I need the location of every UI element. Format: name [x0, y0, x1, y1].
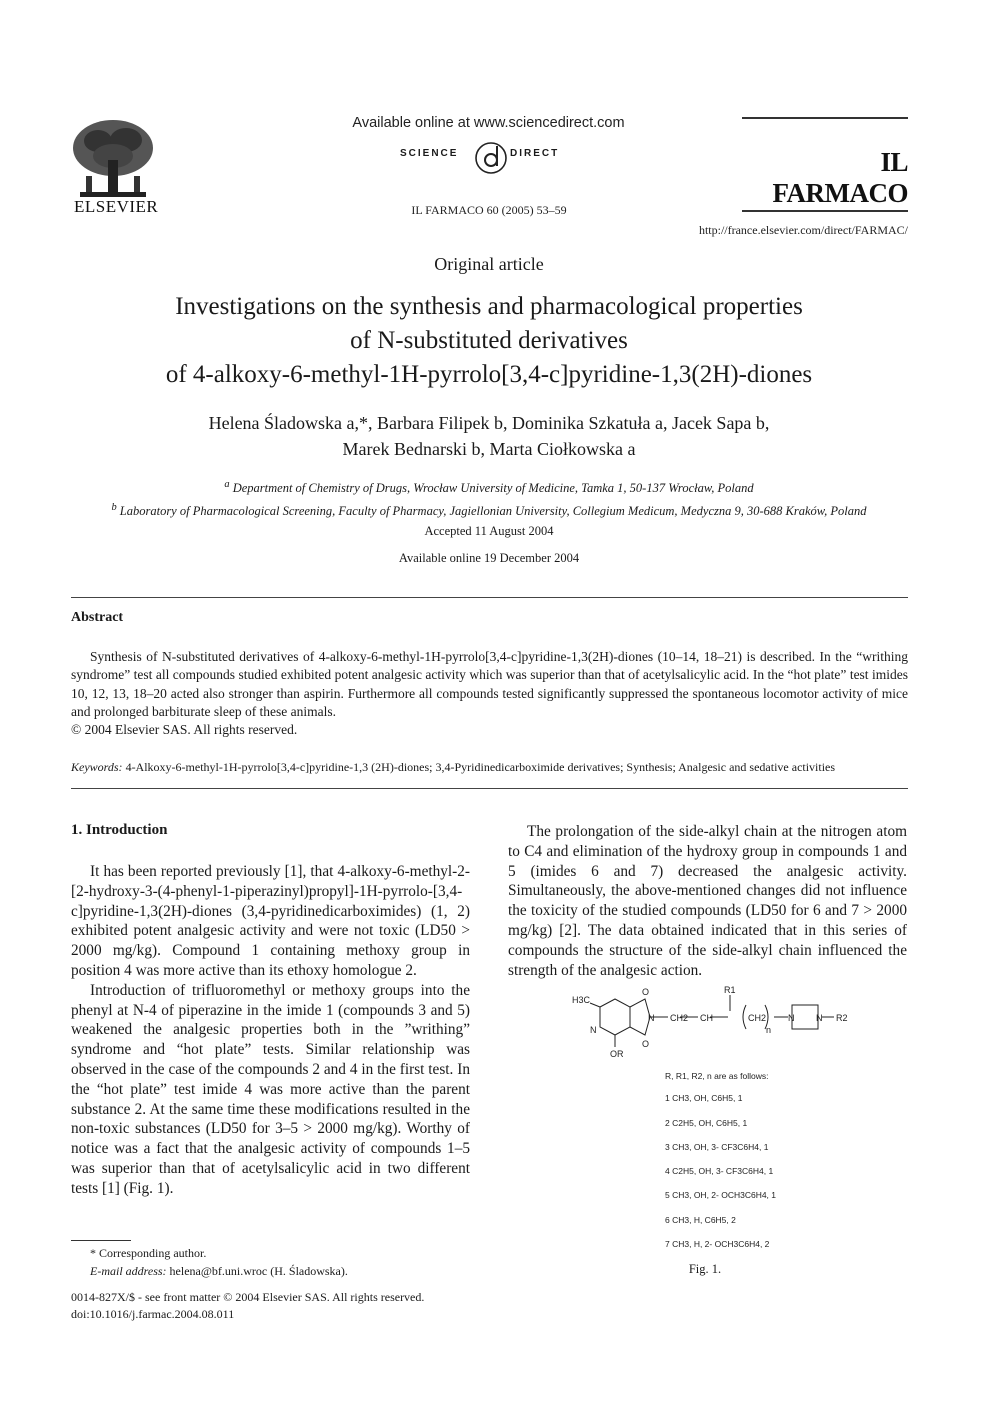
paragraph: It has been reported previously [1], that 4-alkoxy-6-methyl-2-[2-hydroxy-3-(4-phenyl-1-piperazinyl)propyl]-1H-pyrrolo-[3,4-c]pyridine-1,3(2H)-diones (3,4-pyridinedicarboximides) (1, 2) exhibited potent analgesic activity and were not toxic (LD50 > 2000 mg/kg). Compound 1 containing methoxy group in position 4 was more active than its ethoxy homologue 2. [71, 863, 470, 979]
legend-row: 6 CH3, H, C6H5, 2 [665, 1215, 736, 1225]
left-column [71, 862, 470, 1199]
legend-row: 5 CH3, OH, 2- OCH3C6H4, 1 [665, 1190, 777, 1200]
journal-title: IL FARMACO [772, 147, 908, 208]
copyright: © 2004 Elsevier SAS. All rights reserved. [71, 722, 298, 738]
svg-text:CH2: CH2 [748, 1013, 767, 1023]
svg-text:R2: R2 [836, 1013, 848, 1023]
title-line: of 4-alkoxy-6-methyl-1H-pyrrolo[3,4-c]pyridine-1,3(2H)-diones [165, 361, 813, 388]
author-line: Helena Śladowska a,*, Barbara Filipek b, Dominika Szkatuła a, Jacek Sapa b, [208, 413, 770, 433]
keywords-label: Keywords: [71, 760, 123, 774]
accepted-date: Accepted 11 August 2004 [424, 524, 554, 538]
svg-text:n: n [766, 1025, 772, 1035]
legend-row: 3 CH3, OH, 3- CF3C6H4, 1 [665, 1142, 769, 1152]
title-line: of N-substituted derivatives [350, 327, 628, 354]
abstract-body [71, 648, 908, 739]
svg-text:N: N [648, 1013, 655, 1023]
figure-caption: Fig. 1. [688, 1262, 722, 1276]
article-type: Original article [434, 254, 544, 274]
abstract-text: Synthesis of N-substituted derivatives of 4-alkoxy-6-methyl-1H-pyrrolo[3,4-c]pyridine-1,3(2H)-diones (10–14, 18–21) is described. In the “writhing syndrome” test all compounds studied exhibited potent analgesic activity which was superior than that of acetylsalicylic acid. In the “hot plate” test imides 10, 12, 13, 18–20 acted also stronger than aspirin. Furthermore all compounds tested significantly suppressed the spontaneous locomotor activity of mice and prolonged barbiturate sleep of these animals. [71, 649, 908, 719]
paragraph: Introduction of trifluoromethyl or methoxy groups into the phenyl at N-4 of piperazine in the imide 1 (compounds 3 and 5) weakened the analgesic properties both in the ”writhing” syndrome and “hot plate” tests. Similar relationship was observed in the case of the compounds 2 and 4 in the first test. In the “hot plate” test imide 4 was more active than the parent substance 2. At the same time these modifications resulted in the non-toxic substances (LD50 for 3–5 > 2000 mg/kg). Worthy of notice was a fact that the analgesic activity of compounds 1–5 was superior than that of acetylsalicylic acid in two different tests [1] (Fig. 1). [71, 981, 470, 1197]
svg-text:CH2: CH2 [670, 1013, 689, 1023]
availability-line[interactable]: Available online at www.sciencedirect.com [352, 115, 625, 131]
right-column [508, 822, 907, 980]
author-line: Marek Bednarski b, Marta Ciołkowska a [342, 439, 636, 459]
email-address[interactable]: helena@bf.uni.wroc (H. Śladowska). [169, 1264, 348, 1278]
doi-line[interactable]: doi:10.1016/j.farmac.2004.08.011 [71, 1307, 235, 1321]
svg-text:N: N [788, 1013, 795, 1023]
divider [742, 117, 908, 119]
dates [0, 518, 978, 572]
divider [742, 210, 908, 212]
svg-text:N: N [590, 1025, 597, 1035]
journal-reference: IL FARMACO 60 (2005) 53–59 [411, 203, 567, 217]
article-title [60, 290, 918, 392]
keywords [71, 760, 908, 775]
elsevier-tree-logo [68, 116, 158, 200]
affiliations [60, 475, 918, 521]
svg-text:R1: R1 [724, 985, 736, 995]
svg-text:OR: OR [610, 1049, 624, 1059]
email-label: E-mail address: [90, 1264, 167, 1278]
corresponding-author: * Corresponding author. [90, 1246, 207, 1260]
brand-right: DIRECT [510, 148, 560, 159]
legend-row: 7 CH3, H, 2- OCH3C6H4, 2 [665, 1239, 770, 1249]
at-sign-icon [474, 140, 508, 176]
paragraph: The prolongation of the side-alkyl chain at the nitrogen atom to C4 and elimination of the hydroxy group in compounds 1 and 5 (imides 6 and 7) decreased the analgesic activity. Simultaneously, the above-mentioned changes did not influence the toxicity of the studied compounds (LD50 for 6 and 7 > 2000 mg/kg) [2]. The data obtained indicated that in this series of compounds the structure of the side-alkyl chain influenced the strength of the analgesic action. [508, 823, 907, 979]
issn-line: 0014-827X/$ - see front matter © 2004 Elsevier SAS. All rights reserved. [71, 1290, 425, 1304]
svg-text:O: O [642, 1039, 650, 1049]
front-matter [71, 1289, 491, 1323]
svg-text:O: O [642, 987, 650, 997]
email-line [71, 1262, 491, 1280]
legend-row: 1 CH3, OH, C6H5, 1 [665, 1093, 743, 1103]
keywords-text: 4-Alkoxy-6-methyl-1H-pyrrolo[3,4-c]pyridine-1,3 (2H)-diones; 3,4-Pyridinedicarboximide derivatives; Synthesis; Analgesic and sedative activities [125, 760, 836, 774]
footnote-divider [71, 1240, 131, 1241]
brand-left: SCIENCE [400, 148, 459, 159]
sciencedirect-logo [398, 140, 580, 176]
online-date: Available online 19 December 2004 [398, 551, 580, 565]
publisher-name: ELSEVIER [74, 197, 159, 216]
legend-row: 4 C2H5, OH, 3- CF3C6H4, 1 [665, 1166, 774, 1176]
svg-text:H3C: H3C [572, 995, 591, 1005]
abstract-heading: Abstract [71, 610, 124, 625]
figure-1 [560, 985, 890, 1255]
divider [71, 788, 908, 789]
svg-text:CH: CH [700, 1013, 713, 1023]
chemical-structure [560, 985, 890, 1065]
author-list [100, 410, 878, 462]
affiliation-a: $^a$ Department of Chemistry of Drugs, Wrocław University of Medicine, Tamka 1, 50-137 Wrocław, Poland [224, 479, 754, 496]
journal-url[interactable]: http://france.elsevier.com/direct/FARMAC/ [698, 223, 908, 237]
legend-heading: R, R1, R2, n are as follows: [665, 1071, 769, 1081]
divider [71, 597, 908, 598]
legend-row: 2 C2H5, OH, C6H5, 1 [665, 1118, 748, 1128]
affiliation-b: $^b$ Laboratory of Pharmacological Screening, Faculty of Pharmacy, Jagiellonian University, Collegium Medicum, Medyczna 9, 30-688 Kraków, Poland [111, 502, 867, 519]
svg-text:N: N [816, 1013, 823, 1023]
section-heading: 1. Introduction [71, 822, 168, 838]
title-line: Investigations on the synthesis and pharmacological properties [175, 293, 803, 320]
footnotes [71, 1244, 491, 1280]
